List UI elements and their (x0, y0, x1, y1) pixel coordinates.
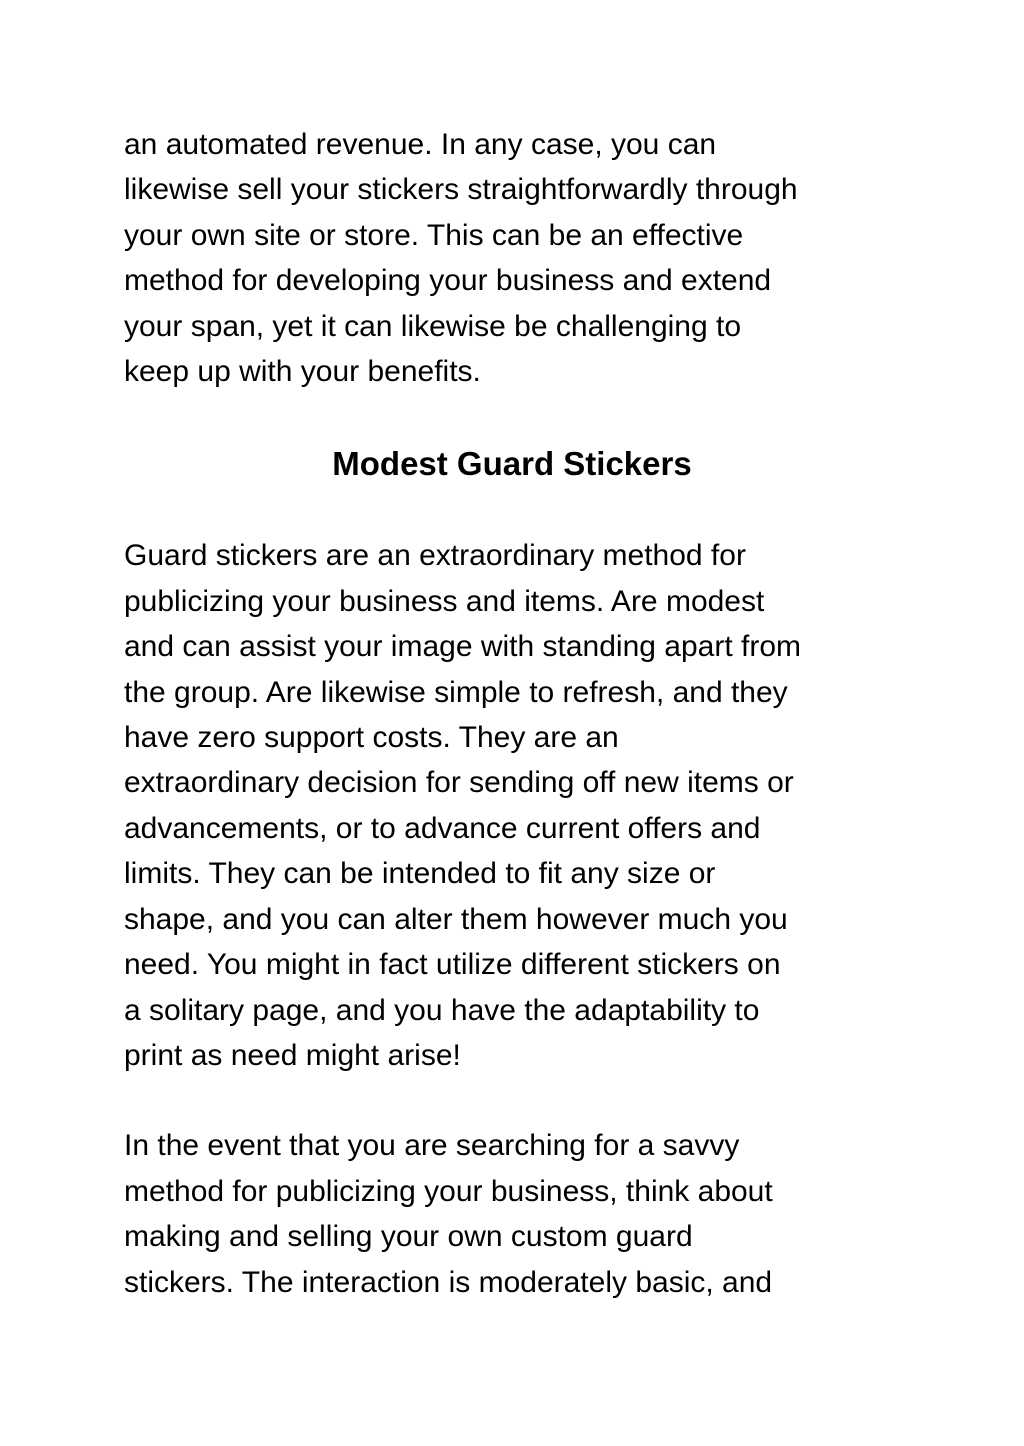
paragraph-line: making and selling your own custom guard (124, 1220, 693, 1254)
paragraph-line: your own site or store. This can be an effective (124, 218, 744, 252)
paragraph-line: stickers. The interaction is moderately basic, and (124, 1265, 773, 1299)
paragraph-guard-stickers (124, 533, 914, 1078)
paragraph-line: In the event that you are searching for a savvy (124, 1129, 740, 1163)
paragraph-line: and can assist your image with standing apart from (124, 630, 802, 664)
paragraph-line: method for publicizing your business, think about (124, 1174, 773, 1208)
paragraph-line: Guard stickers are an extraordinary method for (124, 539, 746, 573)
paragraph-line: method for developing your business and extend (124, 264, 772, 298)
paragraph-line: your span, yet it can likewise be challenging to (124, 309, 742, 343)
paragraph-line: an automated revenue. In any case, you can (124, 128, 717, 161)
paragraph-line: need. You might in fact utilize different stickers on (124, 948, 781, 982)
paragraph-line: a solitary page, and you have the adaptability to (124, 993, 760, 1027)
paragraph-line: extraordinary decision for sending off new items or (124, 766, 794, 800)
section-heading: Modest Guard Stickers (332, 445, 692, 483)
paragraph-line: have zero support costs. They are an (124, 721, 619, 755)
paragraph-line: shape, and you can alter them however much you (124, 902, 788, 936)
paragraph-line: print as need might arise! (124, 1038, 461, 1072)
paragraph-line: likewise sell your stickers straightforwardly through (124, 173, 798, 207)
paragraph-line: publicizing your business and items. Are modest (124, 584, 765, 618)
paragraph-line: limits. They can be intended to fit any size or (124, 857, 716, 891)
paragraph-line: the group. Are likewise simple to refresh, and they (124, 675, 788, 709)
paragraph-line: keep up with your benefits. (124, 355, 481, 389)
paragraph-intro (124, 122, 914, 394)
paragraph-custom-stickers (124, 1123, 914, 1305)
paragraph-line: advancements, or to advance current offers and (124, 811, 761, 845)
paragraph-spacer (124, 1078, 914, 1123)
text-column (124, 122, 914, 1305)
